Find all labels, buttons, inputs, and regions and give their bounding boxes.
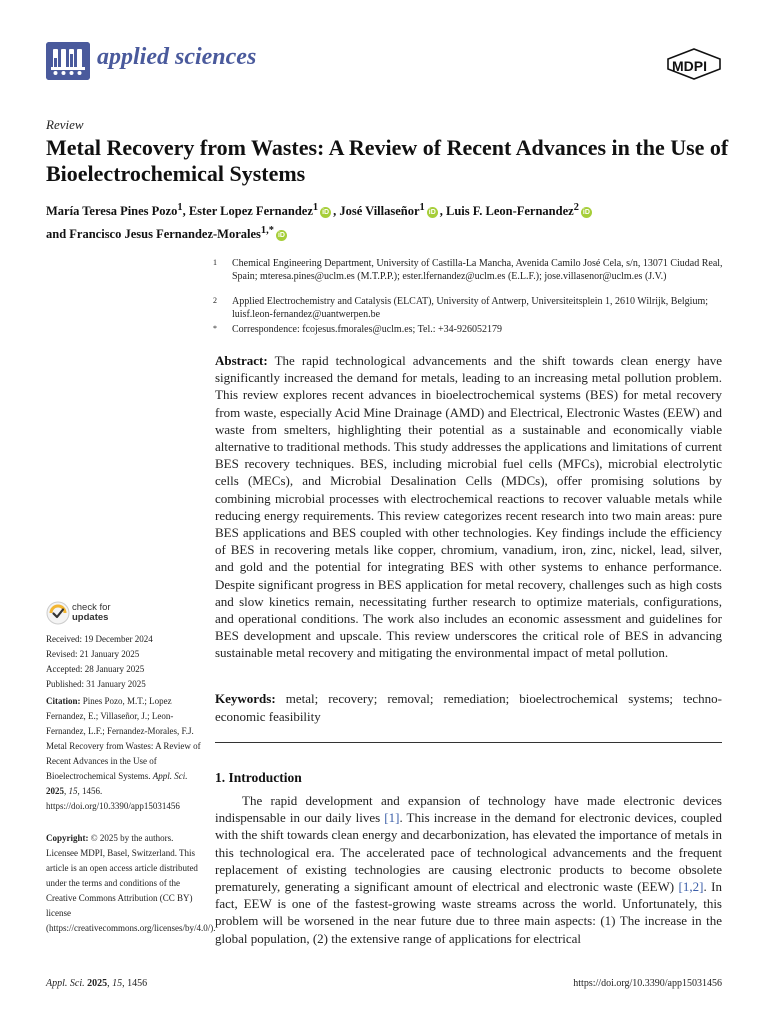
orcid-icon[interactable]: iD <box>277 232 285 240</box>
copyright-label: Copyright: <box>46 833 89 843</box>
affiliation-mark: 1 <box>213 258 217 267</box>
article-type: Review <box>46 117 84 132</box>
footer-journal: Appl. Sci. <box>46 978 85 989</box>
section-divider <box>215 742 722 743</box>
footer-citation: Appl. Sci. 2025, 15, 1456 <box>46 978 148 989</box>
author-affiliation-mark: 1 <box>177 202 183 213</box>
author-affiliation-mark: 1 <box>419 202 425 213</box>
keywords-label: Keywords: <box>215 691 276 706</box>
author-list: María Teresa Pines Pozo$^1$, Ester Lopez Fernandez$^1$ iD , José Villaseñor$^1$ iD , Luis F. Leon-Fernandez$^2$ iD and Francisco Jesus Fernandez-Morales$^{1,*}$ iD <box>46 202 590 242</box>
affiliation-text: Chemical Engineering Department, University of Castilla-La Mancha, Avenida Camilo José Cela, s/n, 13071 Ciudad Real, Spain; mteresa.pines@uclm.es (M.T.P.P.); ester.lfernandez@uclm.es (E.L.F.); jose.villasenor@uclm.es (J.V.) <box>232 258 723 282</box>
copyright-notice <box>46 831 216 936</box>
section-heading: 1. Introduction <box>215 770 302 785</box>
affiliation-mark: * <box>213 324 217 333</box>
check-for-updates-button[interactable] <box>72 603 111 623</box>
citation: Citation: Pines Pozo, M.T.; Lopez Fernandez, E.; Villaseñor, J.; Leon-Fernandez, L.F.; Fernandez-Morales, F.J. Metal Recovery from Wastes: A Review of Recent Advances in the Use of Bioelectrochemical Systems. Appl. Sci. 2025, 15, 1456. https://doi.org/10.3390/app15031456 <box>46 696 201 811</box>
updates-label: updates <box>72 612 109 623</box>
keywords <box>215 690 722 725</box>
journal-name[interactable]: applied sciences <box>97 44 257 70</box>
abstract <box>215 352 722 662</box>
citation-label: Citation: <box>46 696 81 706</box>
orcid-icon[interactable]: iD <box>322 209 330 217</box>
citation-journal: Appl. Sci. <box>152 771 188 781</box>
body-text: . In fact, EEW is one of the fastest-growing waste streams across the world. Unfortunately, this problem will be worsened in the near future due to three main aspects: (1) The increase in the global population, (2) the extensive range of applications for electrical <box>215 879 722 946</box>
author-name: José Villaseñor <box>339 204 420 219</box>
orcid-icon[interactable]: iD <box>582 209 590 217</box>
footer-article-number: , 1456 <box>122 978 148 989</box>
author-name: Ester Lopez Fernandez <box>188 204 313 219</box>
citation-doi[interactable]: , 1456. https://doi.org/10.3390/app15031456 <box>46 786 180 811</box>
citation-text: Pines Pozo, M.T.; Lopez Fernandez, E.; Villaseñor, J.; Leon-Fernandez, L.F.; Fernandez-Morales, F.J. Metal Recovery from Wastes: A Review of Recent Advances in the Use of Bioelectrochemical Systems. <box>46 696 201 781</box>
author-name: María Teresa Pines Pozo <box>46 204 178 219</box>
author-name: Luis F. Leon-Fernandez <box>446 204 574 219</box>
copyright-text: © 2025 by the authors. Licensee MDPI, Basel, Switzerland. This article is an open access article distributed under the terms and conditions of the Creative Commons Attribution (CC BY) license (https://creativecommons.org/licenses/by/4.0/). <box>46 833 216 933</box>
affiliation-mark: 2 <box>213 296 217 305</box>
revised-date: Revised: 21 January 2025 <box>46 649 140 659</box>
check-label: check for <box>72 602 111 613</box>
body-text: . This increase in the demand for electronic devices, coupled with the shift towards clean energy and decarbonization, has elevated the importance of metals in this technological era. The accelerated pace of technological advancements and the frequent replacement of existing technologies are causing electronic products to become obsolete prematurely, generating a significant amount of electrical and electronic waste (EEW) <box>215 810 722 895</box>
accepted-date: Accepted: 28 January 2025 <box>46 664 145 674</box>
footer-doi-link[interactable]: https://doi.org/10.3390/app15031456 <box>573 978 722 989</box>
reference-link[interactable]: [1,2] <box>678 879 704 895</box>
citation-year: 2025 <box>46 786 64 796</box>
keywords-text: metal; recovery; removal; remediation; bioelectrochemical systems; techno-economic feasibility <box>215 691 723 724</box>
correspondence-text: Correspondence: fcojesus.fmorales@uclm.es; Tel.: +34-926052179 <box>232 324 503 335</box>
affiliation-text: Applied Electrochemistry and Catalysis (ELCAT), University of Antwerp, Universiteitsplein 1, 2610 Wilrijk, Belgium; luisf.leon-fernandez@uantwerpen.be <box>232 296 709 320</box>
citation-volume: 15 <box>68 786 78 796</box>
orcid-icon[interactable]: iD <box>428 209 436 217</box>
affiliation <box>215 296 725 322</box>
publication-dates <box>46 632 206 692</box>
footer-year: 2025 <box>87 978 108 989</box>
check-for-updates-icon[interactable] <box>46 601 70 625</box>
footer-volume: 15 <box>112 978 123 989</box>
author-affiliation-mark: 1,* <box>260 225 274 237</box>
article-title: Metal Recovery from Wastes: A Review of Recent Advances in the Use of Bioelectrochemical Systems <box>46 135 729 186</box>
introduction-paragraph <box>215 792 722 947</box>
correspondence <box>215 324 725 338</box>
abstract-text: The rapid technological advancements and the shift towards clean energy have significantly increased the demand for metals, leading to an increasing metal pollution problem. This review explores recent advances in bioelectrochemical systems (BES) for metal recovery from waste, especially Acid Mine Drainage (AMD) and Electrical, Electronic Wastes (EEW) and waste from smelters, highlighting their potential as a sustainable and economically viable alternative to traditional methods. This study addresses the applications and limitations of current BES recovery techniques. BES, including microbial fuel cells (MFCs), microbial electrolytic cells (MECs), and Microbial Desalination Cells (MDCs), offer promising solutions by combining microbial processes with electrochemical reactions to recover valuable metals while reducing energy requirements. This review categorizes recent research into two main areas: pure BES applications and BES coupled with other technologies. Key findings include the efficiency of BES in recovering metals like copper, chromium, vanadium, iron, zinc, nickel, lead, silver, and gold and the potential for integrating BES with other systems to enhance performance. Despite significant progress in BES application for metal recovery, challenges such as high costs and slow kinetics remain, necessitating further research to optimize materials, configurations, and operational conditions. The work also includes an economic assessment and guidelines for BES development and upscale. This review underscores the critical role of BES in advancing sustainable metal recovery and mitigating the environmental impact of metal pollution. <box>215 353 723 661</box>
body-text: The rapid development and expansion of technology have made electronic devices indispensable in our daily lives <box>215 793 722 826</box>
published-date: Published: 31 January 2025 <box>46 679 146 689</box>
publisher-name: MDPI <box>672 58 707 74</box>
abstract-label: Abstract: <box>215 353 268 368</box>
journal-logo-icon <box>46 42 90 80</box>
author-name: Francisco Jesus Fernandez-Morales <box>69 227 261 242</box>
received-date: Received: 19 December 2024 <box>46 634 153 644</box>
author-affiliation-mark: 2 <box>573 202 579 213</box>
affiliation <box>215 258 725 296</box>
author-affiliation-mark: 1 <box>312 202 319 213</box>
reference-link[interactable]: [1] <box>384 810 400 826</box>
